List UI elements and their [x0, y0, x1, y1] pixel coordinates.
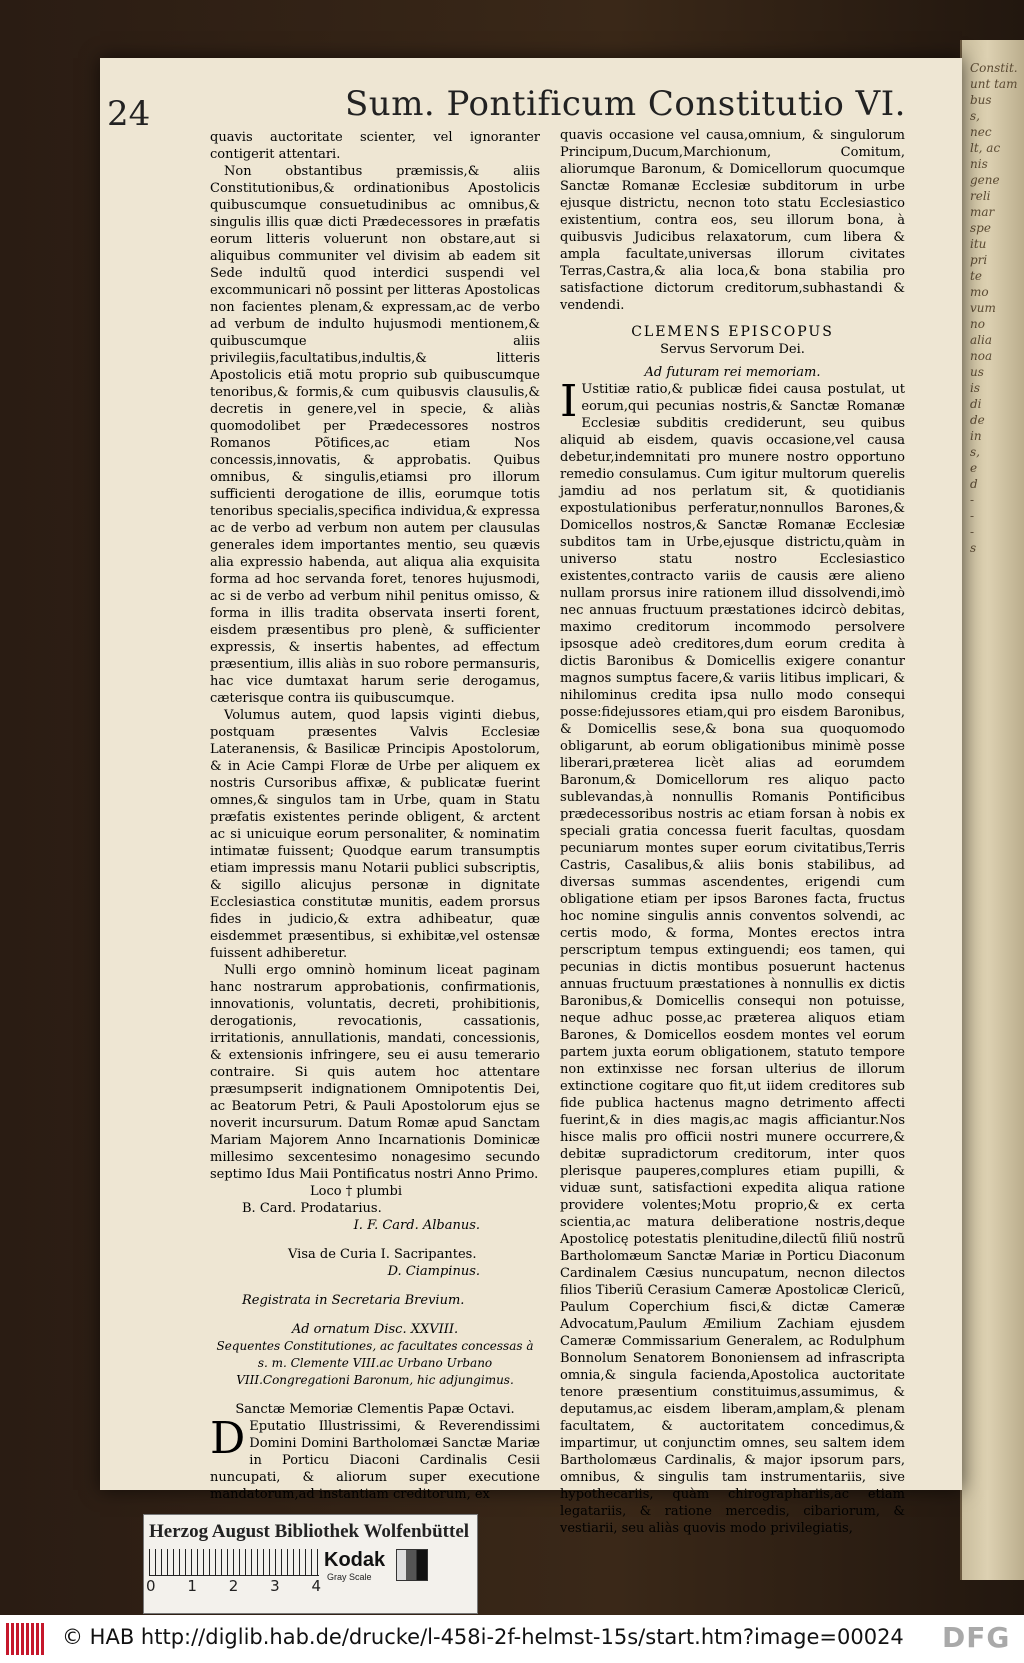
footer-bar	[0, 1615, 1024, 1663]
left-paragraph-2: Non obstantibus præmissis,& aliis Constitutionibus,& ordinationibus Apostolicis quibuscumque consuetudinibus ac omnibus,& singulis illis quæ dicti Prædecessores in præfatis eorum litteris voluerunt non obstare,aut si aliquibus communiter vel divisim ab eadem sit Sede indultũ quod interdici suspendi vel excommunicari nõ possint per litteras Apostolicas non facientes plenam,& expressam,ac de verbo ad verbum de indulto hujusmodi mentionem,& quibuscumque aliis privilegiis,facultatibus,indultis,& litteris Apostolicis etiã motu proprio sub quibuscumque tenoribus,& formis,& cum quibusvis clausulis,& decretis in genere,vel in specie, & aliàs quomodolibet per Prædecessores nostros Romanos Põtifices,ac etiam Nos concessis,innovatis, & approbatis. Quibus omnibus, & singulis,etiamsi pro illorum sufficienti derogatione de illis, eorumque totis tenoribus specialis,specifica individua,& expressa ac de verbo ad verbum non autem per clausulas generales idem importantes mentio, seu quævis alia expressio habenda, aut aliqua alia exquisita forma ad hoc servanda foret, tenores hujusmodi, ac si de verbo ad verbum nihil penitus omisso, & forma in illis tradita observata inserti forent, eisdem præsentibus pro plenè, & sufficienter expressis, & insertis habentes, ad effectum præsentium, illis aliàs in suo robore permansuris, hac vice dumtaxat harum serie derogamus, cæterisque contra iis quibuscumque.	[210, 164, 540, 706]
seal-note: Loco † plumbi	[310, 1184, 402, 1199]
copyright-url[interactable]: © HAB http://diglib.hab.de/drucke/l-458i-2f-helmst-15s/start.htm?image=00024	[62, 1625, 904, 1649]
ad-futuram-line: Ad futuram rei memoriam.	[644, 365, 821, 380]
datarius-signature: B. Card. Prodatarius.	[242, 1201, 382, 1216]
next-page-fragment: Constit. unt tam bus s, nec lt, ac nis gene reli mar spe itu pri te mo vum no alia noa us is di de in s, e d - - - s	[970, 61, 1018, 555]
dfg-logo: DFG	[942, 1621, 1011, 1654]
ruler-number: 4	[311, 1577, 321, 1595]
left-paragraph-3: Volumus autem, quod lapsis viginti diebus, postquam præsentes Valvis Ecclesiæ Lateranensis, & Basilicæ Principis Apostolorum, & in Acie Campi Floræ de Urbe per aliquem ex nostris Cursoribus affixæ, & publicatæ fuerint omnes,& singulos tam in Urbe, quam in Statu præfatis existentes perinde obligent, & arctent ac si unicuique eorum personaliter, & nominatim intimatæ fuissent; Quodque earum transumptis etiam impressis manu Notarii publici subscriptis, & sigillo alicujus personæ in dignitate Ecclesiastica constitutæ munitis, eadem prorsus fides in judicio,& extra adhibeatur, quæ eisdemmet præsentibus, si exhibitæ,vel ostensæ fuissent adhiberetur.	[210, 708, 540, 961]
albanus-signature: I. F. Card. Albanus.	[353, 1218, 480, 1233]
right-paragraph-1: quavis occasione vel causa,omnium, & singulorum Principum,Ducum,Marchionum, Comitum, aliorumque Baronum, & Domicellorum quocumque Sanctæ Romanæ Ecclesiæ subditorum in urbe ejusque districtu, necnon toto statu Ecclesiastico existentium, contra eos, seu illorum bona, à quibusvis Judicibus relaxatorum, cum libera & ampla facultate,universas illorum civitates Terras,Castra,& alia loca,& bona stabilia pro satisfactione dictorum creditorum,subhastandi & vendendi.	[560, 128, 905, 313]
ruler-number: 1	[187, 1577, 197, 1595]
dropcap-d: D	[210, 1413, 246, 1464]
left-column	[210, 129, 540, 1503]
page-number: 24	[107, 94, 151, 134]
clemens-heading: CLEMENS EPISCOPUS	[631, 324, 834, 340]
kodak-logo: Kodak	[324, 1549, 386, 1571]
servus-line: Servus Servorum Dei.	[660, 342, 805, 357]
registrata-line: Registrata in Secretaria Brevium.	[242, 1293, 465, 1308]
left-paragraph-4: Nulli ergo omninò hominum liceat paginam hanc nostrarum approbationis, confirmationis, innovationis, voluntatis, decreti, prohibitionis, derogationis, revocationis, cassationis, irritationis, annullationis, mandati, concessionis, & extensionis infringere, seu ei ausu temerario contraire. Si quis autem hoc attentare præsumpserit indignationem Omnipotentis Dei, ac Beatorum Petri, & Pauli Apostolorum ejus se noverit incursurum. Datum Romæ apud Sanctam Mariam Majorem Anno Incarnationis Dominicæ millesimo sexcentesimo nonagesimo secundo septimo Idus Maii Pontificatus nostri Anno Primo.	[210, 963, 540, 1182]
left-paragraph-1: quavis auctoritate scienter, vel ignoranter contigerit attentari.	[210, 130, 540, 162]
next-page-edge	[960, 40, 1024, 1580]
ciampinus-signature: D. Ciampinus.	[387, 1264, 480, 1279]
left-paragraph-5	[210, 1413, 540, 1503]
gray-patch	[396, 1549, 428, 1581]
right-column	[560, 127, 905, 1537]
library-name: Herzog August Bibliothek Wolfenbüttel	[149, 1521, 470, 1542]
running-head: Sum. Pontificum Constitutio VI.	[345, 84, 906, 124]
dropcap-i: I	[560, 376, 578, 427]
right-paragraph-2	[560, 376, 905, 1537]
ruler-number: 3	[270, 1577, 280, 1595]
hab-barcode-icon	[6, 1623, 46, 1655]
color-ruler-card	[143, 1514, 478, 1614]
right-paragraph-2-text: Ustitiæ ratio,& publicæ fidei causa postulat, ut eorum,qui pecunias nostris,& Sanctæ Romanæ Ecclesiæ subditis crediderunt, seu quibus aliquid ab eisdem, quavis occasione,vel causa debetur,indemnitati pro munere nostro opportuno remedio consulamus. Cum igitur multorum querelis jamdiu ad nos perlatum sit, & quotidianis expostulationibus perferatur,nonnullos Barones,& Domicellos nostros,& Sanctæ Romanæ Ecclesiæ subditos tam in Urbe,ejusque districtu,quàm in universo statu nostro Ecclesiastico existentes,contracto variis de causis ære alieno nullam prorsus inire rationem illud dissolvendi,imò nec annuas fructuum præstationes idcircò debitas, maximo creditorum incommodo persolvere ipsosque adeò creditores,dum eorum credita à dictis Baronibus & Domicellis exigere conantur magnos sumptus facere,& variis litibus implicari, & nihilominus credita ipsa nullo modo consequi posse:fidejussores etiam,qui pro eisdem Baronibus, & Domicellis sese,& bona sua quoquomodo obligarunt, ab eorum obligationibus minimè posse liberari,præterea licèt alias ad eorumdem Baronum,& Domicellorum res aliquo pacto sublevandas,à nonnullis Romanis Pontificibus prædecessoribus nostris ac etiam forsan à nobis ex speciali gratia concessa fuerit facultas, quosdam pecuniarum montes super eorum civitatibus,Terris Castris, Casalibus,& aliis bonis stabilibus, ad diversas summas ascendentes, erigendi cum obligatione etiam per ipsos Barones facta, fructus hoc nomine singulis annis conventos solvendi, ac certis modo, & forma, Montes erectos intra perscriptum tempus extinguendi; eos tamen, qui pecunias in dictis montibus posuerunt hactenus annuas fructuum præstationes à nonnullis ex dictis Baronibus,& Domicellis consequi non potuisse, neque adhuc posse,ac præterea aliquos etiam Barones, & Domicellos eosdem montes vel eorum partem juxta eorum obligationem, statuto tempore non extinxisse nec forsan ulterius de illorum extinctione cogitare quo fit,ut iidem creditores sub fide publica hactenus magno detrimento affecti fuerint,& in dies magis,ac magis afficiantur.Nos hisce malis pro officii nostri munere occurrere,& debitæ supradictorum creditorum, inter quos plerisque pauperes,complures etiam pupilli, & viduæ sunt, satisfactioni expedita aliqua ratione providere volentes;Motu proprio,& ex certa scientia,ac matura deliberatione nostris,deque Apostolicę potestatis plenitudine,dilectũ filiũ nostrũ Bartholomæum Sanctæ Mariæ in Porticu Diaconum Cardinalem Cæsius nuncupatum, necnon dilectos filios Tiberiũ Cerasium Cameræ Apostolicæ Clericũ, Paulum Coperchium fisci,& dictæ Cameræ Advocatum,Paulum Æmilium Zachiam ejusdem Cameræ Commissarium Generalem, ac Rodulphum Bonnolum Senatorem Bononiensem ad infrascripta omnia,& singula facienda,Apostolica auctoritate tenore præsentium constituimus,assumimus, & deputamus,ac eisdem liberam,amplam,& plenam facultatem, & auctoritatem concedimus,& impartimur, ut conjunctim omnes, seu saltem idem Bartholomæus Cardinalis, & major ipsorum pars, omnibus, & singulis tam instrumentariis, sive hypothecariis, quàm chirographariis,ac etiam legatariis, & ratione mercedis, cibariorum, & vestiarii, seu aliàs quovis modo privilegiatis,	[560, 382, 905, 1536]
visa-line: Visa de Curia I. Sacripantes.	[288, 1247, 477, 1262]
sequentes-note: Sequentes Constitutiones, ac facultates concessas à s. m. Clemente VIII.ac Urbano Urbano VIII.Congregationi Baronum, hic adjungimus.	[216, 1339, 534, 1387]
sanctae-heading: Sanctæ Memoriæ Clementis Papæ Octavi.	[235, 1402, 515, 1417]
ad-ornatum-line: Ad ornatum Disc. XXVIII.	[291, 1322, 459, 1337]
left-paragraph-5-text: Eputatio Illustrissimi, & Reverendissimi Domini Domini Bartholomæi Sanctæ Mariæ in Porticu Diaconi Cardinalis Cesii nuncupati, & aliorum super executione mandatorum,ad instantiam creditorum, ex	[210, 1419, 540, 1502]
ruler-number: 2	[228, 1577, 239, 1595]
ruler-scale	[149, 1549, 319, 1576]
gray-scale-label: Gray Scale	[327, 1572, 372, 1582]
ruler-number: 0	[146, 1577, 156, 1595]
ruler-numbers	[146, 1577, 321, 1595]
